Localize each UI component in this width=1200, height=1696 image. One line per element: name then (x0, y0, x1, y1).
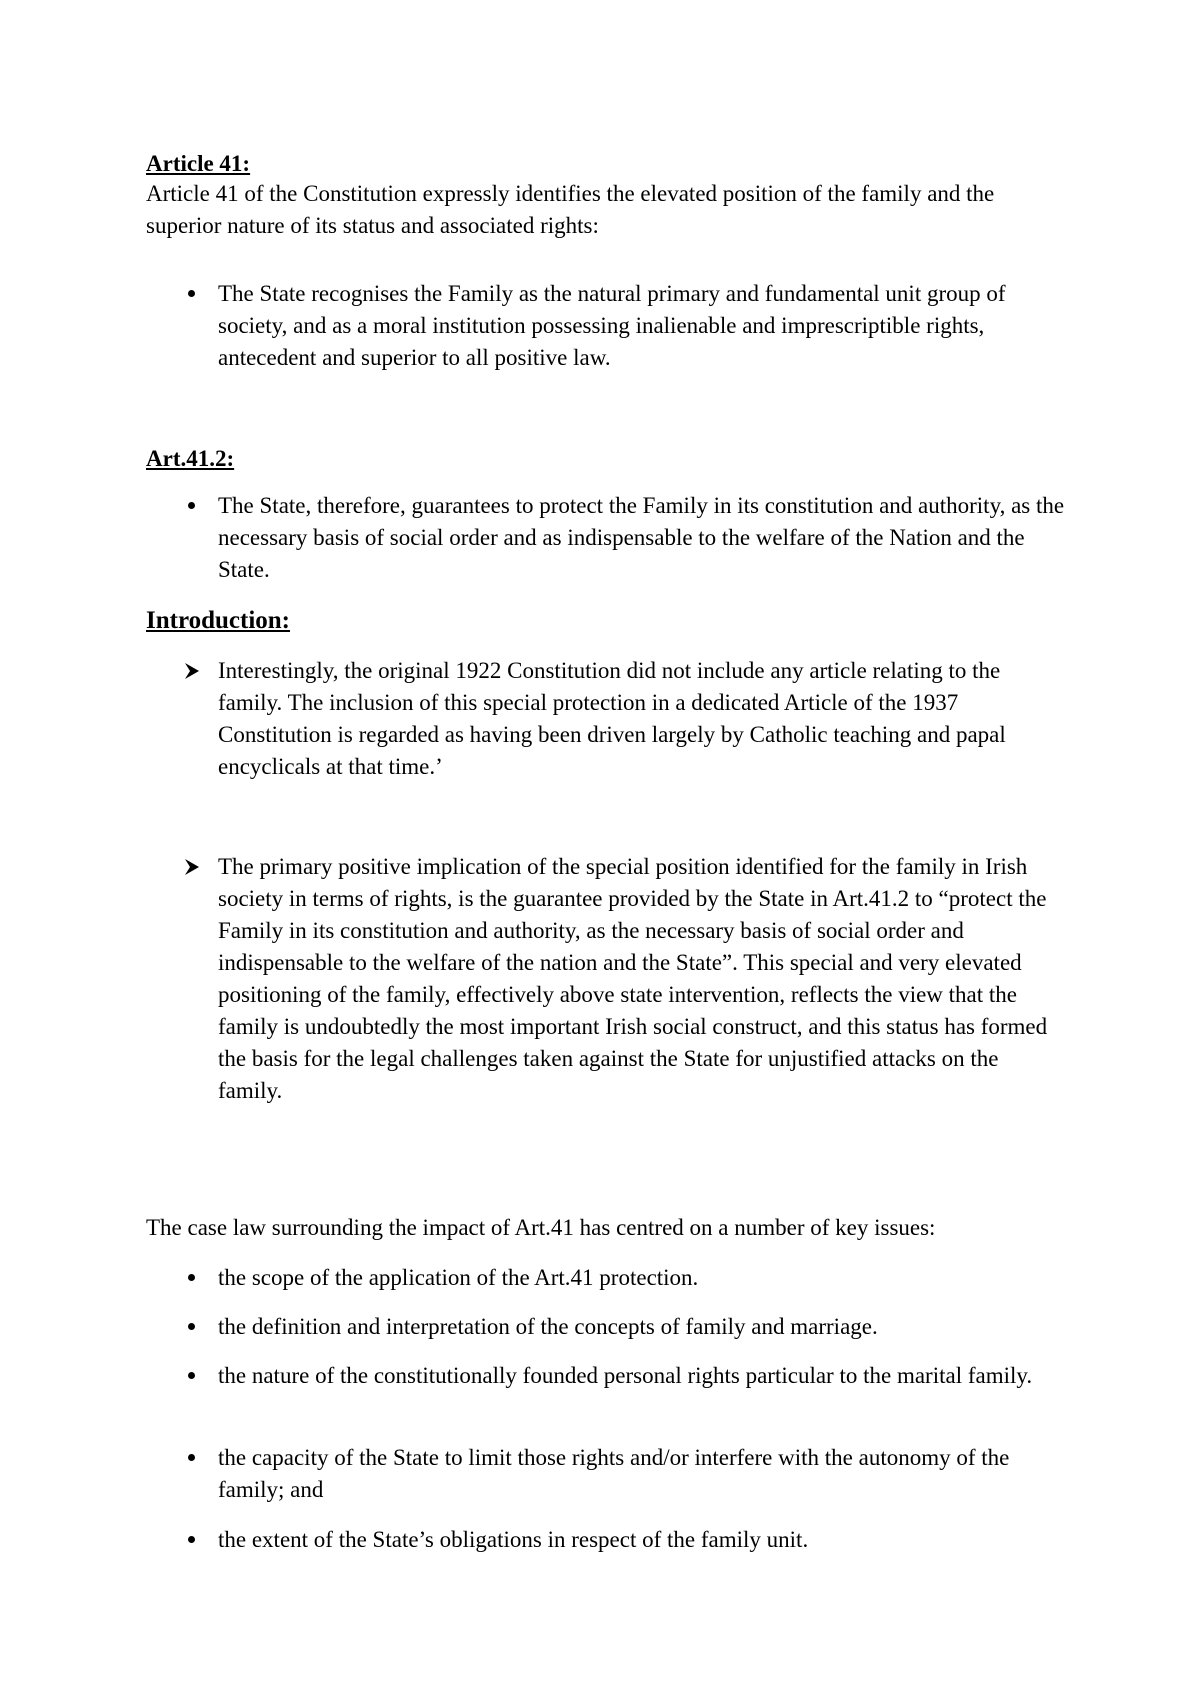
list-item (146, 851, 1068, 1107)
case-law-bullet-3 (146, 1360, 1066, 1392)
list-item (146, 1311, 1068, 1343)
list-item (146, 1524, 1068, 1556)
case-law-intro: The case law surrounding the impact of Art.41 has centred on a number of key issues: (146, 1215, 936, 1240)
list-item (146, 278, 1068, 374)
introduction-point-2 (146, 851, 1066, 1107)
list-item-text: The State recognises the Family as the natural primary and fundamental unit group of society, and as a moral institution possessing inalienable and imprescriptible rights, antecedent and superior to all positive law. (218, 281, 1006, 370)
list-item-text: The State, therefore, guarantees to protect the Family in its constitution and authority, as the necessary basis of social order and as indispensable to the welfare of the Nation and the State. (218, 493, 1065, 582)
list-item-text: the definition and interpretation of the concepts of family and marriage. (218, 1314, 878, 1339)
case-law-bullet-4 (146, 1442, 1066, 1506)
list-item-text: the extent of the State’s obligations in respect of the family unit. (218, 1527, 809, 1552)
list-item-text: the scope of the application of the Art.41 protection. (218, 1265, 699, 1290)
case-law-bullet-2 (146, 1311, 1066, 1343)
case-law-bullet-5 (146, 1524, 1066, 1556)
list-item (146, 1360, 1068, 1392)
list-item-text: the capacity of the State to limit those rights and/or interfere with the autonomy of the family; and (218, 1445, 1010, 1502)
art-41-2-bullet-list (146, 490, 1066, 586)
arrow-bullet-icon (183, 858, 201, 876)
arrow-bullet-icon (183, 662, 201, 680)
list-item-text: Interestingly, the original 1922 Constitution did not include any article relating to the family. The inclusion of this special protection in a dedicated Article of the 1937 Constitution is regarded as having been driven largely by Catholic teaching and papal encyclicals at that time.’ (218, 658, 1006, 779)
introduction-point-1 (146, 655, 1066, 783)
article-41-intro: Article 41 of the Constitution expressly identifies the elevated position of the family and the superior nature of its status and associated rights: (146, 181, 995, 238)
case-law-bullet-1 (146, 1262, 1066, 1294)
art-41-2-heading: Art.41.2: (146, 446, 235, 471)
list-item-text: The primary positive implication of the special position identified for the family in Irish society in terms of rights, is the guarantee provided by the State in Art.41.2 to “protect the Family in its constitution and authority, as the necessary basis of social order and indispensable to the welfare of the nation and the State”. This special and very elevated positioning of the family, effectively above state intervention, reflects the view that the family is undoubtedly the most important Irish social construct, and this status has formed the basis for the legal challenges taken against the State for unjustified attacks on the family. (218, 854, 1048, 1103)
article-41-bullet-list (146, 278, 1066, 374)
introduction-heading: Introduction: (146, 607, 291, 634)
list-item (146, 655, 1068, 783)
article-41-heading: Article 41: (146, 151, 251, 176)
list-item (146, 490, 1068, 586)
list-item (146, 1262, 1068, 1294)
list-item-text: the nature of the constitutionally founded personal rights particular to the marital family. (218, 1363, 1033, 1388)
list-item (146, 1442, 1068, 1506)
